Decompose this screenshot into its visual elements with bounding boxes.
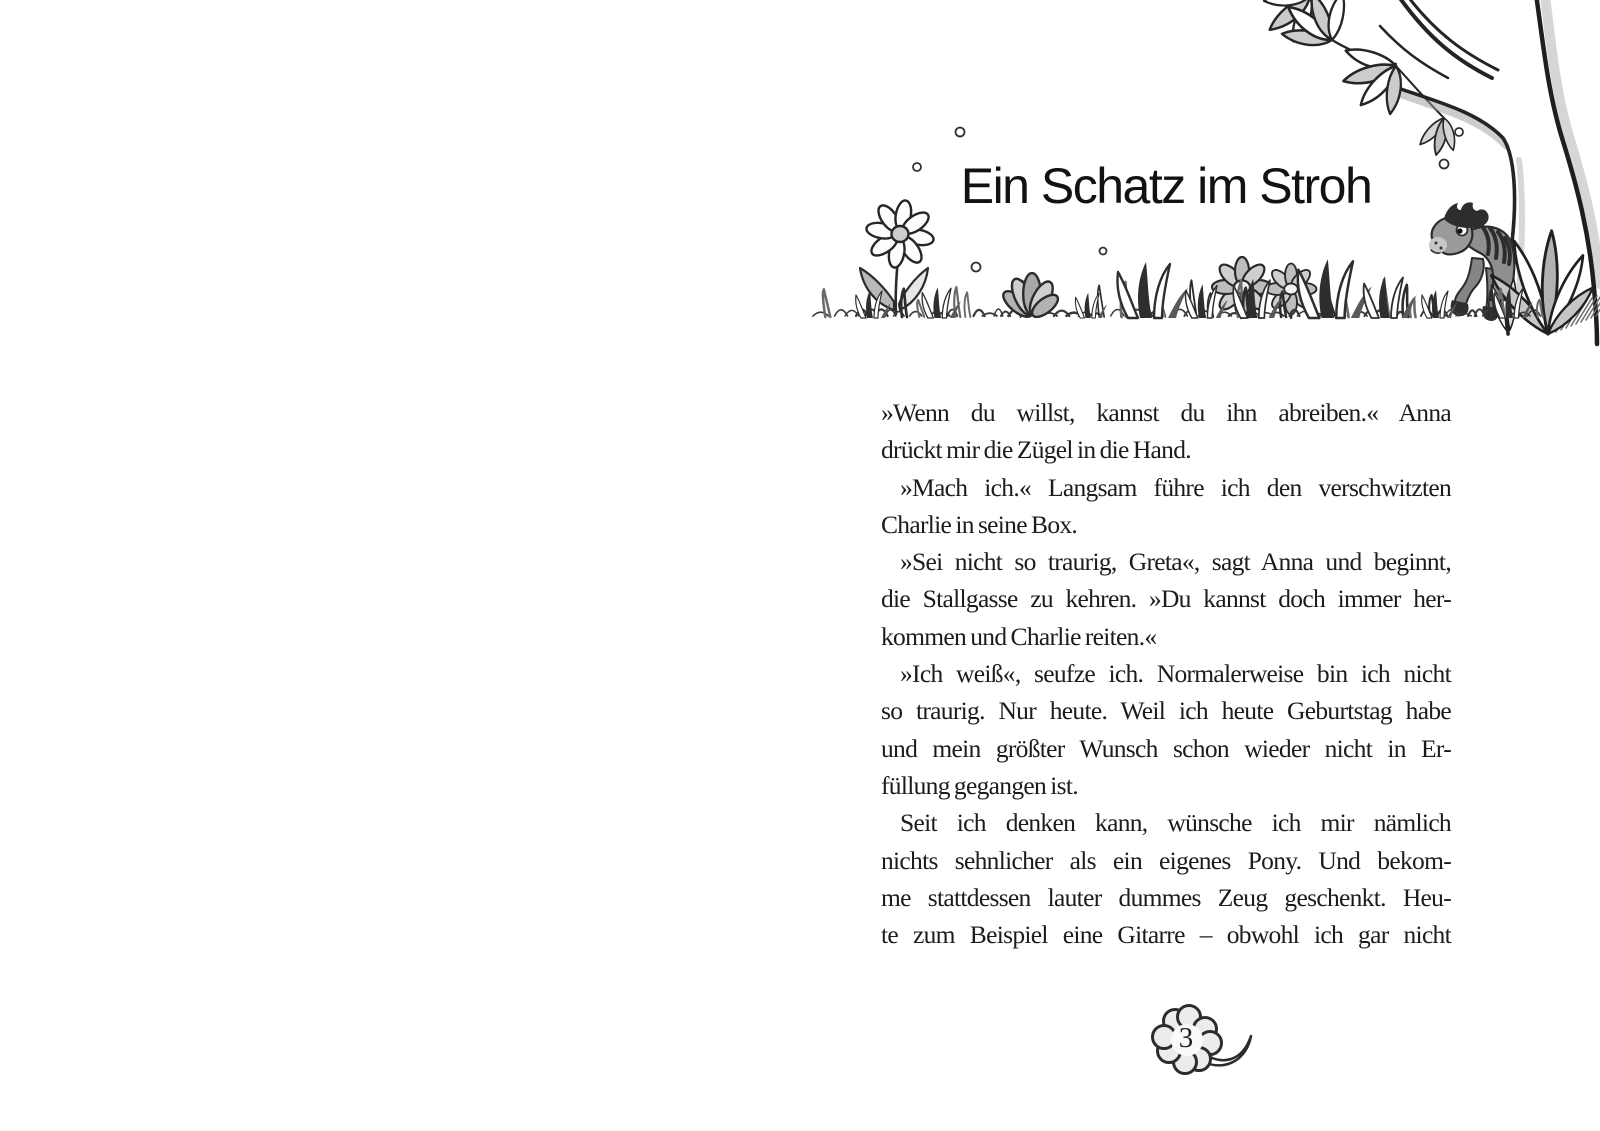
- leaf-cluster: [1343, 37, 1410, 115]
- story-line: nichts sehnlicher als ein eigenes Pony. Und bekom-: [881, 845, 1451, 875]
- story-line: die Stallgasse zu kehren. »Du kannst doch immer her-: [881, 584, 1451, 614]
- story-line: kommen und Charlie reiten.«: [881, 621, 1157, 651]
- tree-branch: [1397, 0, 1492, 78]
- story-line: drückt mir die Zügel in die Hand.: [881, 435, 1191, 465]
- pony-nostril: [1435, 242, 1438, 245]
- story-line: te zum Beispiel eine Gitarre – obwohl ich gar nicht: [881, 920, 1451, 950]
- story-line: so traurig. Nur heute. Weil ich heute Geburtstag habe: [881, 696, 1451, 726]
- story-line: und mein größter Wunsch schon wieder nicht in Er-: [881, 733, 1451, 763]
- page-number: 3: [1178, 1022, 1194, 1054]
- story-line: Charlie in seine Box.: [881, 509, 1078, 539]
- story-text: [881, 394, 1451, 953]
- story-line: »Mach ich.« Langsam führe ich den verschwitzten: [900, 472, 1451, 502]
- story-line: Seit ich denken kann, wünsche ich mir nämlich: [900, 808, 1451, 838]
- story-line: füllung gegangen ist.: [881, 770, 1078, 800]
- pony-nostril: [1440, 247, 1443, 250]
- pony-pupil: [1457, 228, 1462, 233]
- chapter-title: Ein Schatz im Stroh: [960, 158, 1372, 214]
- leaf-cluster: [1414, 117, 1455, 155]
- pony-raised-leg: [1455, 258, 1484, 304]
- story-line: »Ich weiß«, seufze ich. Normalerweise bin ich nicht: [900, 659, 1451, 689]
- story-line: »Sei nicht so traurig, Greta«, sagt Anna und beginnt,: [900, 547, 1451, 577]
- story-line: »Wenn du willst, kannst du ihn abreiben.« Anna: [881, 398, 1451, 427]
- story-line: me stattdessen lauter dummes Zeug geschenkt. Heu-: [881, 882, 1451, 912]
